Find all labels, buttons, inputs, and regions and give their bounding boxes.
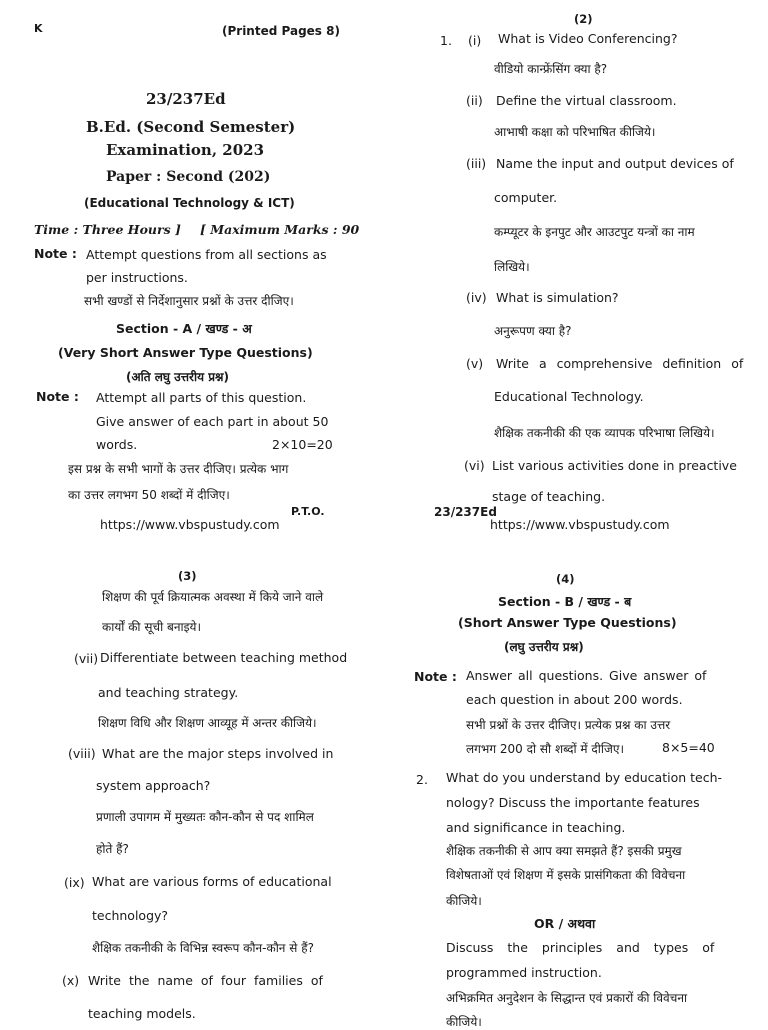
page-number: (3)	[178, 569, 197, 583]
max-marks: [ Maximum Marks : 90	[200, 222, 360, 237]
corner-mark: K	[34, 22, 43, 35]
paper-code: 23/237Ed	[146, 90, 226, 108]
q1-viii-num: (viii)	[68, 746, 96, 761]
section-a-type-hi: (अति लघु उत्तरीय प्रश्न)	[126, 370, 230, 384]
pto-mark: P.T.O.	[291, 505, 325, 518]
or-separator: OR / अथवा	[534, 916, 596, 931]
q2-en-line-1: What do you understand by education tech-	[446, 770, 723, 785]
section-a-type: (Very Short Answer Type Questions)	[58, 345, 313, 360]
q1-v-en-2: Educational Technology.	[494, 389, 644, 404]
course-title: B.Ed. (Second Semester)	[86, 118, 296, 136]
q1-vi-en-2: stage of teaching.	[492, 489, 606, 504]
alt-en-line-1: Discuss the principles and types of	[446, 940, 715, 955]
q1-vi-hi-1: शिक्षण की पूर्व क्रियात्मक अवस्था में किये जाने वाले	[102, 590, 324, 604]
note-en-line-1: Attempt questions from all sections as	[86, 247, 327, 262]
note2-label: Note :	[36, 389, 79, 404]
exam-page-3	[0, 512, 384, 1024]
q1-ix-hi: शैक्षिक तकनीकी के विभिन्न स्वरूप कौन-कौन से हैं?	[92, 941, 314, 955]
q1-ix-num: (ix)	[64, 875, 85, 890]
q1-vii-num: (vii)	[74, 651, 99, 666]
alt-hi-line-2: कीजिये।	[446, 1015, 482, 1029]
q1-vii-en-1: Differentiate between teaching method	[100, 650, 348, 665]
q1-ix-en-2: technology?	[92, 908, 169, 923]
watermark-url-2: https://www.vbspustudy.com	[490, 517, 670, 532]
section-b-type: (Short Answer Type Questions)	[458, 615, 677, 630]
q1-x-num: (x)	[62, 973, 80, 988]
exam-title: Examination, 2023	[106, 141, 265, 159]
q2-en-line-3: and significance in teaching.	[446, 820, 626, 835]
printed-pages: (Printed Pages 8)	[222, 24, 340, 38]
exam-page-4	[384, 512, 768, 1029]
q1-ii-num: (ii)	[466, 93, 483, 108]
footer-paper-code: 23/237Ed	[434, 505, 497, 519]
section-b-type-hi: (लघु उत्तरीय प्रश्न)	[504, 640, 584, 654]
q1-i-num: (i)	[468, 33, 482, 48]
section-b-heading: Section - B / खण्ड - ब	[498, 594, 632, 609]
subject-title: (Educational Technology & ICT)	[84, 196, 295, 210]
q1-vi-en: List various activities done in preactive	[492, 458, 737, 473]
q1-iii-en: Name the input and output devices of	[496, 156, 734, 171]
section-a-heading: Section - A / खण्ड - अ	[116, 321, 252, 336]
note-en-line-2: each question in about 200 words.	[466, 692, 683, 707]
q1-viii-en-1: What are the major steps involved in	[102, 746, 334, 761]
exam-page-1	[0, 0, 384, 532]
note2-hi-line-1: इस प्रश्न के सभी भागों के उत्तर दीजिए। प्रत्येक भाग	[68, 462, 289, 476]
q1-i-en: What is Video Conferencing?	[498, 31, 678, 46]
note-label: Note :	[414, 669, 457, 684]
watermark-url-1: https://www.vbspustudy.com	[100, 517, 280, 532]
note-hi: सभी खण्डों से निर्देशानुसार प्रश्नों के उत्तर दीजिए।	[84, 294, 294, 308]
q1-viii-hi-1: प्रणाली उपागम में मुख्यतः कौन-कौन से पद शामिल	[96, 810, 314, 824]
note2-en-line-2: Give answer of each part in about 50	[96, 414, 329, 429]
q1-ix-en-1: What are various forms of educational	[92, 874, 332, 889]
q2-number: 2.	[416, 772, 428, 787]
q1-viii-en-2: system approach?	[96, 778, 211, 793]
page-number: (2)	[574, 12, 593, 26]
note-label: Note :	[34, 246, 77, 261]
q1-vi-hi-2: कार्यों की सूची बनाइये।	[102, 620, 202, 634]
section-b-marks: 8×5=40	[662, 740, 715, 755]
q2-hi-line-1: शैक्षिक तकनीकी से आप क्या समझते हैं? इसकी प्रमुख	[446, 844, 682, 858]
q1-vii-hi: शिक्षण विधि और शिक्षण आव्यूह में अन्तर कीजिये।	[98, 716, 317, 730]
q1-iii-hi: कम्प्यूटर के इनपुट और आउटपुट यन्त्रों का नाम	[494, 225, 695, 239]
q1-iv-en: What is simulation?	[496, 290, 619, 305]
note2-en-line-1: Attempt all parts of this question.	[96, 390, 307, 405]
alt-hi-line-1: अभिक्रमित अनुदेशन के सिद्धान्त एवं प्रकारों की विवेचना	[446, 991, 688, 1005]
q1-iii-hi-2: लिखिये।	[494, 260, 530, 274]
exam-page-2	[384, 0, 768, 532]
q1-ii-en: Define the virtual classroom.	[496, 93, 677, 108]
question-number: 1.	[440, 33, 452, 48]
paper-title: Paper : Second (202)	[106, 169, 271, 185]
q1-v-en: Write a comprehensive definition of	[496, 356, 744, 371]
note-en-line-2: per instructions.	[86, 270, 188, 285]
note-hi-line-2: लगभग 200 दो सौ शब्दों में दीजिए।	[466, 742, 625, 756]
q1-iv-num: (iv)	[466, 290, 487, 305]
q1-ii-hi: आभाषी कक्षा को परिभाषित कीजिये।	[494, 125, 656, 139]
q2-en-line-2: nology? Discuss the importante features	[446, 795, 700, 810]
note2-marks: 2×10=20	[272, 437, 333, 452]
note-hi-line-1: सभी प्रश्नों के उत्तर दीजिए। प्रत्येक प्रश्न का उत्तर	[466, 718, 671, 732]
q1-iii-en-2: computer.	[494, 190, 558, 205]
q1-v-hi: शैक्षिक तकनीकी की एक व्यापक परिभाषा लिखिये।	[494, 426, 715, 440]
q1-iii-num: (iii)	[466, 156, 487, 171]
time-info: Time : Three Hours ]	[34, 222, 181, 237]
q1-x-en-1: Write the name of four families of	[88, 973, 323, 988]
q2-hi-line-2: विशेषताओं एवं शिक्षण में इसके प्रासंगिकता की विवेचना	[446, 868, 686, 882]
q1-vii-en-2: and teaching strategy.	[98, 685, 239, 700]
q2-hi-line-3: कीजिये।	[446, 894, 482, 908]
page-number: (4)	[556, 572, 575, 586]
q1-i-hi: वीडियो कान्फ्रेंसिंग क्या है?	[494, 62, 608, 76]
note2-en-line-3: words.	[96, 437, 138, 452]
q1-vi-num: (vi)	[464, 458, 485, 473]
alt-en-line-2: programmed instruction.	[446, 965, 602, 980]
note-en-line-1: Answer all questions. Give answer of	[466, 668, 707, 683]
q1-x-en-2: teaching models.	[88, 1006, 196, 1021]
q1-iv-hi: अनुरूपण क्या है?	[494, 324, 572, 338]
q1-viii-hi-2: होते हैं?	[96, 842, 129, 856]
q1-v-num: (v)	[466, 356, 484, 371]
note2-hi-line-2: का उत्तर लगभग 50 शब्दों में दीजिए।	[68, 488, 230, 502]
